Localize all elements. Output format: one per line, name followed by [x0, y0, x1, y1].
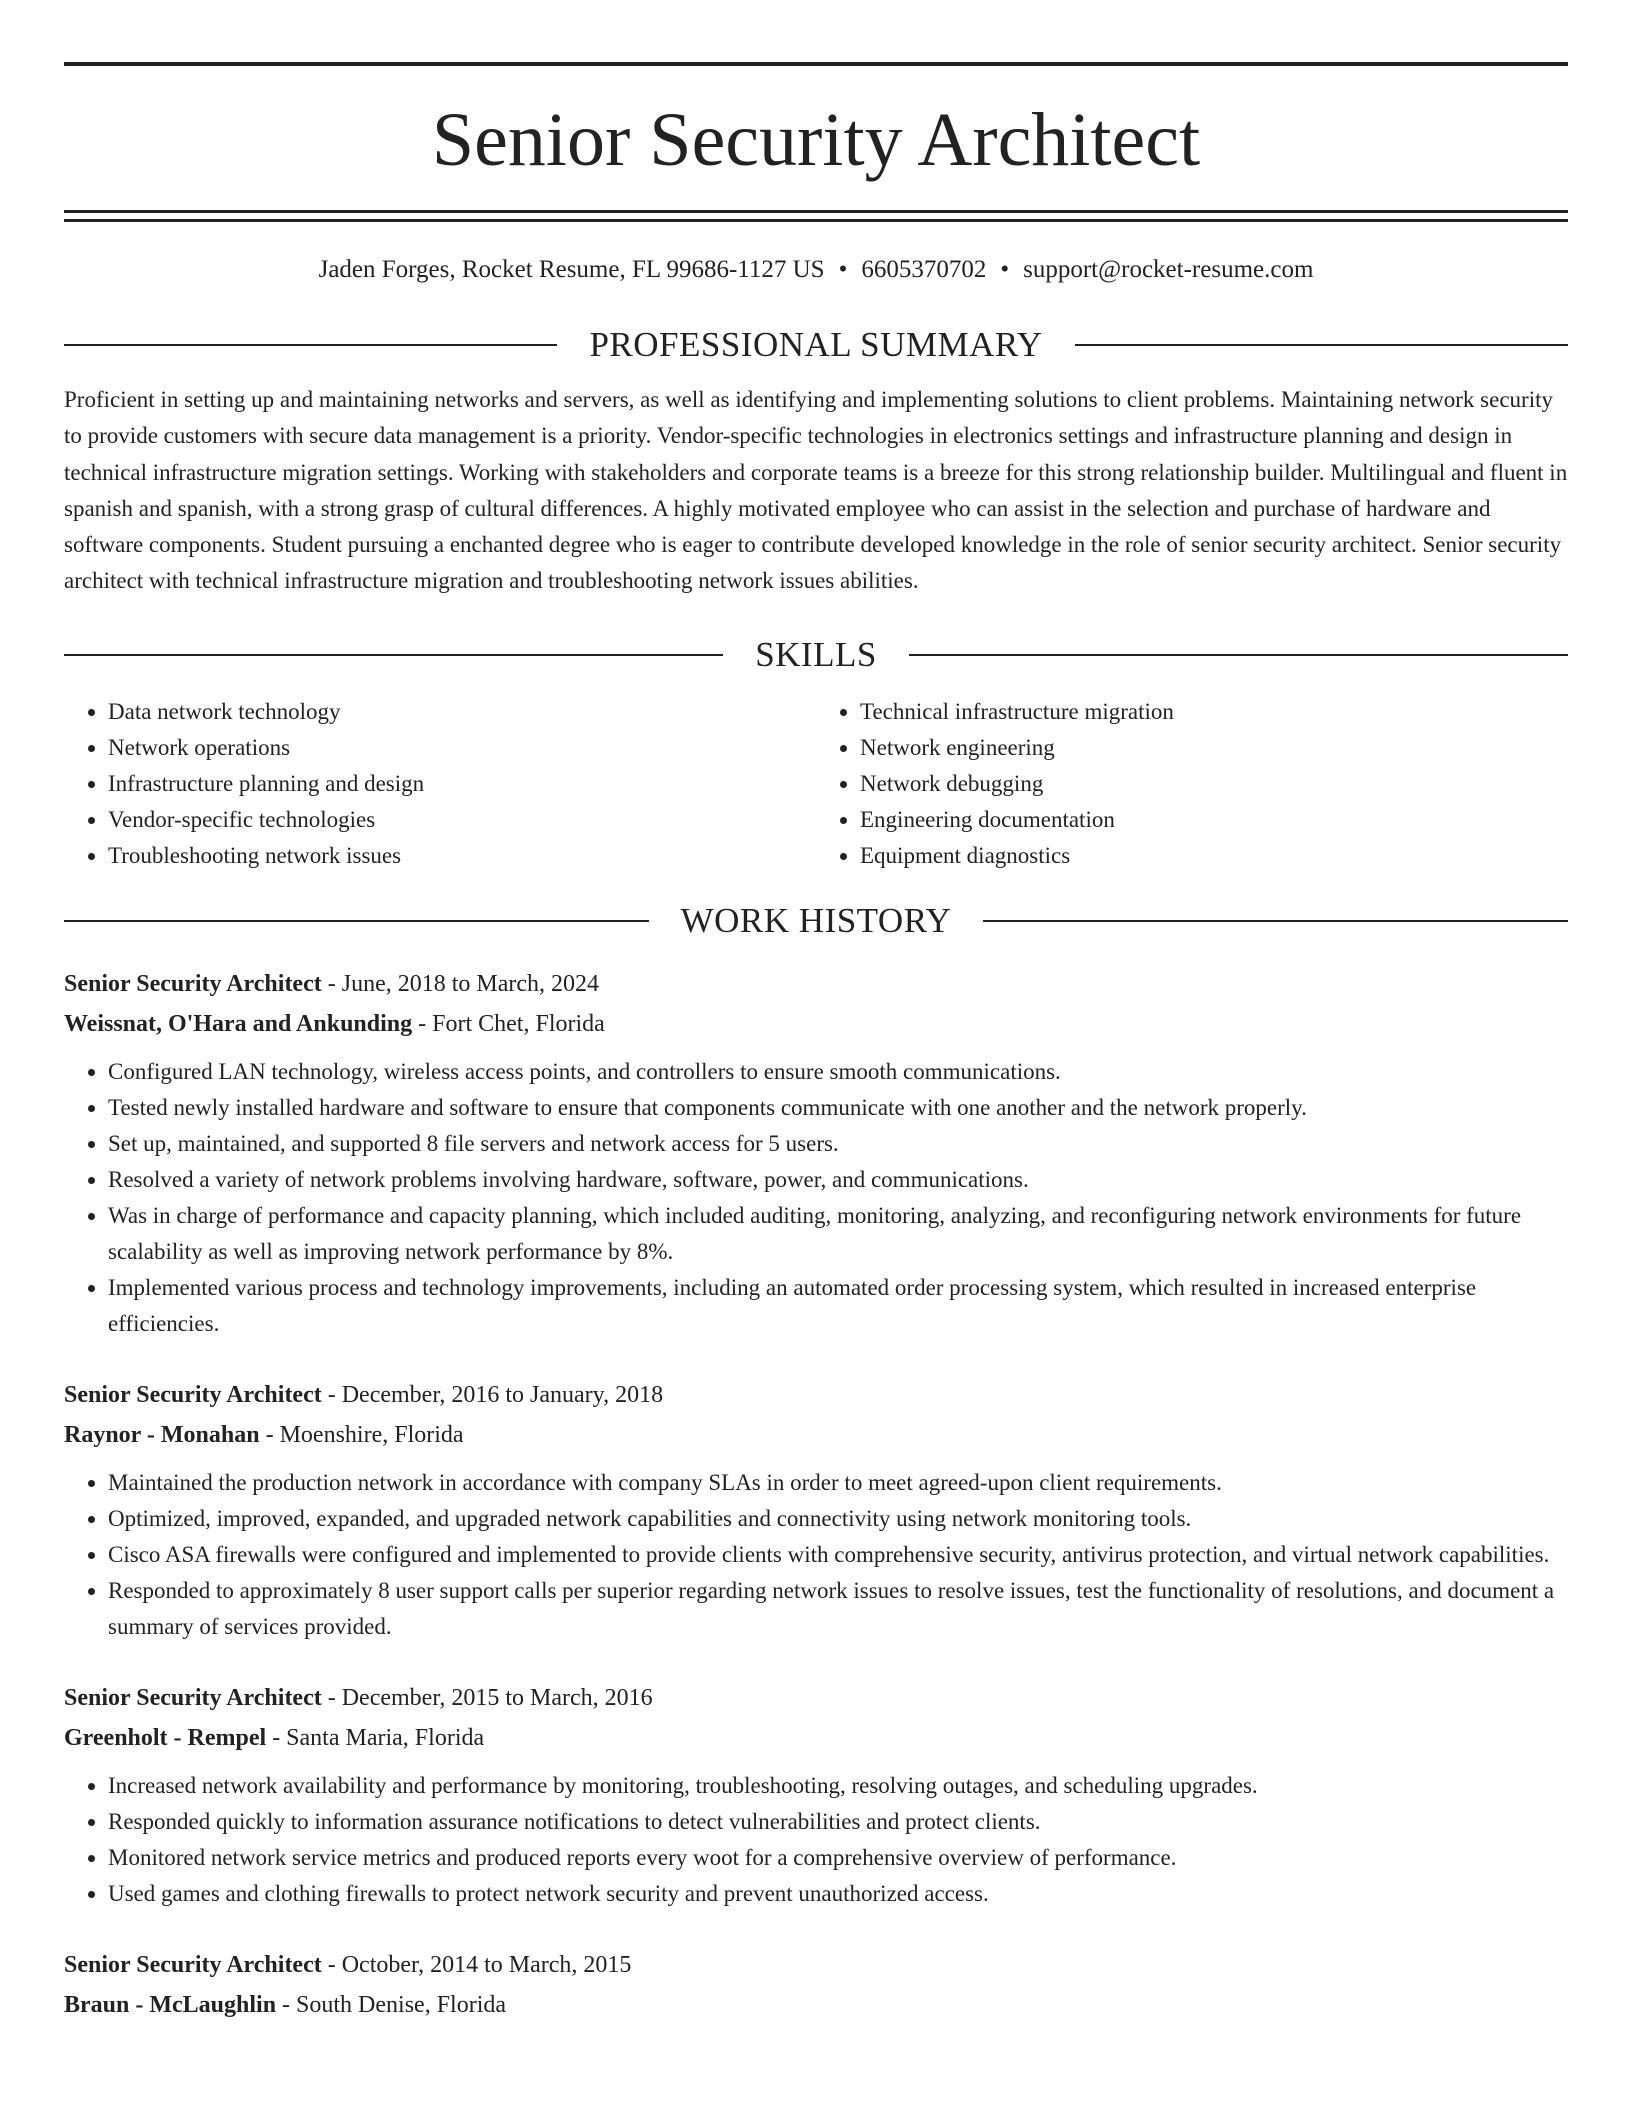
- skills-column-left: [64, 694, 816, 874]
- job-bullet: • Implemented various process and technology improvements, including an automated order processing system, which resulted in increased enterprise efficiencies.: [108, 1270, 1568, 1342]
- work-history-list: [64, 964, 1568, 2025]
- job-title-line: [64, 1945, 1568, 1985]
- heading-rule: [909, 654, 1568, 656]
- resume-title: Senior Security Architect: [431, 98, 1201, 182]
- job-company: Greenholt - Rempel: [64, 1724, 267, 1751]
- job-bullet: • Monitored network service metrics and produced reports every woot for a comprehensive overview of performance.: [108, 1840, 1568, 1876]
- job-dates: - December, 2015 to March, 2016: [321, 1684, 653, 1711]
- job-title: Senior Security Architect: [64, 1684, 322, 1711]
- section-title: SKILLS: [755, 634, 877, 674]
- skills-list: [64, 694, 1568, 874]
- skill-item: • Network operations: [108, 730, 816, 766]
- job-company: Weissnat, O'Hara and Ankunding: [64, 1010, 413, 1037]
- job-entry: [64, 1945, 1568, 2025]
- job-bullet: • Configured LAN technology, wireless access points, and controllers to ensure smooth communications.: [108, 1054, 1568, 1090]
- job-bullet: • Tested newly installed hardware and software to ensure that components communicate with one another and the network properly.: [108, 1090, 1568, 1126]
- job-title: Senior Security Architect: [64, 1951, 322, 1978]
- job-title-line: [64, 964, 1568, 1004]
- job-bullets: [64, 1465, 1568, 1645]
- job-entry: [64, 1678, 1568, 1912]
- contact-line: [64, 250, 1568, 290]
- skill-item: • Vendor-specific technologies: [108, 802, 816, 838]
- heading-rule: [64, 344, 557, 346]
- job-bullet: • Was in charge of performance and capacity planning, which included auditing, monitoring, analyzing, and reconfiguring network environments for future scalability as well as improving network performance by 8%.: [108, 1198, 1568, 1270]
- job-entry: [64, 1375, 1568, 1645]
- skill-item: • Technical infrastructure migration: [860, 694, 1568, 730]
- skill-item: • Troubleshooting network issues: [108, 838, 816, 874]
- skill-item: • Infrastructure planning and design: [108, 766, 816, 802]
- job-title: Senior Security Architect: [64, 1381, 322, 1408]
- contact-phone[interactable]: 6605370702: [861, 256, 987, 283]
- job-company: Raynor - Monahan: [64, 1421, 260, 1448]
- contact-email[interactable]: support@rocket-resume.com: [1023, 256, 1314, 283]
- job-dates: - October, 2014 to March, 2015: [321, 1951, 632, 1978]
- heading-rule: [1075, 344, 1568, 346]
- job-bullet: • Maintained the production network in accordance with company SLAs in order to meet agreed-upon client requirements.: [108, 1465, 1568, 1501]
- heading-rule: [64, 654, 723, 656]
- job-bullet: • Responded quickly to information assurance notifications to detect vulnerabilities and protect clients.: [108, 1804, 1568, 1840]
- job-title: Senior Security Architect: [64, 970, 322, 997]
- contact-address: Jaden Forges, Rocket Resume, FL 99686-1127 US: [318, 256, 825, 283]
- job-location: - Santa Maria, Florida: [266, 1724, 485, 1751]
- job-dates: - December, 2016 to January, 2018: [321, 1381, 664, 1408]
- job-bullet: • Increased network availability and performance by monitoring, troubleshooting, resolving outages, and scheduling upgrades.: [108, 1768, 1568, 1804]
- title-double-rule: [64, 210, 1568, 222]
- section-heading-summary: [64, 320, 1568, 370]
- job-location: - Fort Chet, Florida: [412, 1010, 605, 1037]
- job-company-line: [64, 1718, 1568, 1758]
- job-dates: - June, 2018 to March, 2024: [321, 970, 600, 997]
- top-rule: [64, 62, 1568, 66]
- skill-item: • Data network technology: [108, 694, 816, 730]
- job-company-line: [64, 1004, 1568, 1044]
- job-title-line: [64, 1678, 1568, 1718]
- skills-column-right: [816, 694, 1568, 874]
- skill-item: • Network engineering: [860, 730, 1568, 766]
- heading-rule: [64, 920, 649, 922]
- job-company: Braun - McLaughlin: [64, 1991, 277, 2018]
- contact-separator: •: [1000, 256, 1010, 283]
- job-bullet: • Optimized, improved, expanded, and upgraded network capabilities and connectivity using network monitoring tools.: [108, 1501, 1568, 1537]
- contact-separator: •: [838, 256, 848, 283]
- job-company-line: [64, 1415, 1568, 1455]
- section-title: PROFESSIONAL SUMMARY: [589, 325, 1043, 364]
- job-location: - Moenshire, Florida: [259, 1421, 464, 1448]
- job-bullets: [64, 1054, 1568, 1342]
- section-title: WORK HISTORY: [680, 900, 952, 940]
- summary-text: Proficient in setting up and maintaining networks and servers, as well as identifying and implementing solutions to client problems. Maintaining network security to provide customers with secure data management is a priority. Vendor-specific technologies in electronics settings and infrastructure planning and design in technical infrastructure migration settings. Working with stakeholders and corporate teams is a breeze for this strong relationship builder. Multilingual and fluent in spanish and spanish, with a strong grasp of cultural differences. A highly motivated employee who can assist in the selection and purchase of hardware and software components. Student pursuing a enchanted degree who is eager to contribute developed knowledge in the role of senior security architect. Senior security architect with technical infrastructure migration and troubleshooting network issues abilities.: [64, 387, 1568, 594]
- job-bullet: • Responded to approximately 8 user support calls per superior regarding network issues to resolve issues, test the functionality of resolutions, and document a summary of services provided.: [108, 1573, 1568, 1645]
- skill-item: • Equipment diagnostics: [860, 838, 1568, 874]
- skill-item: • Network debugging: [860, 766, 1568, 802]
- job-bullet: • Cisco ASA firewalls were configured and implemented to provide clients with comprehensive security, antivirus protection, and virtual network capabilities.: [108, 1537, 1568, 1573]
- job-location: - South Denise, Florida: [276, 1991, 507, 2018]
- skill-item: • Engineering documentation: [860, 802, 1568, 838]
- job-bullet: • Set up, maintained, and supported 8 file servers and network access for 5 users.: [108, 1126, 1568, 1162]
- section-heading-skills: [64, 630, 1568, 680]
- job-bullets: [64, 1768, 1568, 1912]
- job-bullet: • Used games and clothing firewalls to protect network security and prevent unauthorized access.: [108, 1876, 1568, 1912]
- heading-rule: [983, 920, 1568, 922]
- job-company-line: [64, 1985, 1568, 2025]
- job-entry: [64, 964, 1568, 1342]
- job-title-line: [64, 1375, 1568, 1415]
- section-heading-work: [64, 896, 1568, 946]
- job-bullet: • Resolved a variety of network problems involving hardware, software, power, and communications.: [108, 1162, 1568, 1198]
